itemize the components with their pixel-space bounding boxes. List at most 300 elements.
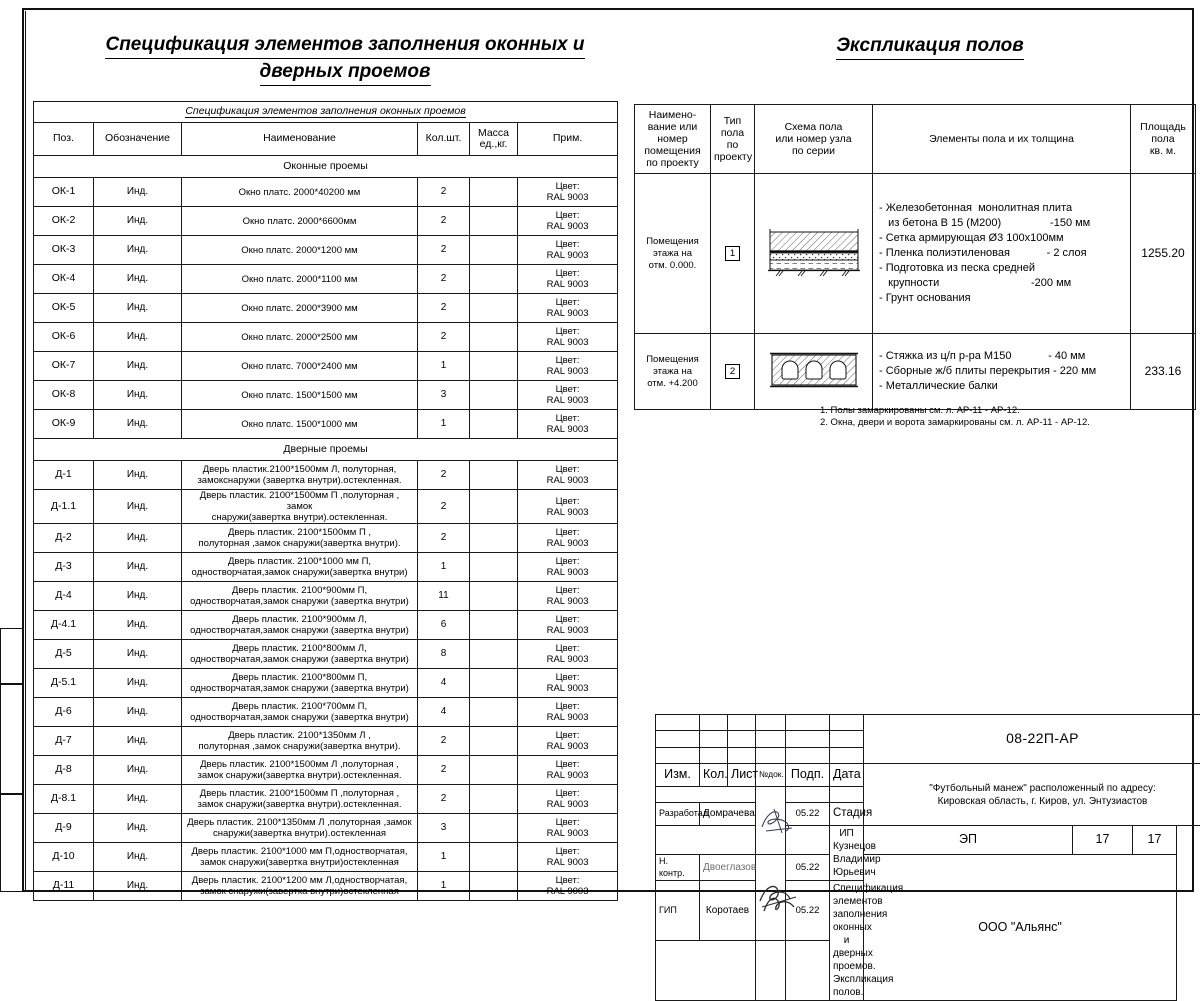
spec-note <box>518 490 618 524</box>
spec-name-line2: одностворчатая,замок снаружи (завертка внутри) <box>190 683 409 694</box>
spec-position: ОК-5 <box>34 294 94 323</box>
spec-note-line2: RAL 9003 <box>547 538 589 549</box>
spec-name-line2: снаружи(завертка внутри).остекленная. <box>212 512 388 523</box>
spec-quantity: 2 <box>418 294 470 323</box>
floor-room-line3: отм. 0.000. <box>649 260 697 271</box>
spec-name-line2: снаружи(завертка внутри).остекленная <box>213 828 386 839</box>
table-row <box>34 323 618 352</box>
col-header-mass-line2: ед.,кг. <box>480 138 508 150</box>
spec-name-line1: Дверь пластик. 2100*1350мм Л , <box>228 730 371 741</box>
spec-note-line2: RAL 9003 <box>547 366 589 377</box>
floor-row <box>635 174 1196 334</box>
spec-quantity: 3 <box>418 814 470 843</box>
spec-position: Д-10 <box>34 843 94 872</box>
spec-name-line1: Дверь пластик. 2100*900мм Л, <box>232 614 367 625</box>
stamp-blank-cell <box>830 747 864 763</box>
floor-col-header-room-l2: вание или <box>648 121 698 133</box>
floor-room-line2: этажа на <box>653 248 692 259</box>
stamp-header-list: Лист <box>728 764 756 787</box>
floor-col-header-room-l5: по проекту <box>646 157 699 169</box>
stamp-header-data: Дата <box>830 764 864 787</box>
stamp-change-header-row <box>656 764 1200 787</box>
spec-name-line2: замок снаружи(завертка внутри)остекленная <box>200 857 399 868</box>
table-row <box>34 611 618 640</box>
sheet-title-line2: оконных и дверных проемов. <box>833 922 876 972</box>
slab-on-grade-diagram <box>760 226 868 278</box>
floor-explication-title-text: Экспликация полов <box>836 33 1024 60</box>
spec-name-line1: Дверь пластик. 2100*900мм П, <box>232 585 367 596</box>
table-row <box>34 236 618 265</box>
spec-mass <box>470 410 518 439</box>
floor-element-line: - Подготовка из песка средней <box>879 261 1127 276</box>
spec-position: Д-8.1 <box>34 785 94 814</box>
spec-note <box>518 381 618 410</box>
floor-area-value: 233.16 <box>1131 334 1196 410</box>
spec-name-line2: замок снаружи(завертка внутри).остекленная. <box>198 799 402 810</box>
spec-quantity: 2 <box>418 785 470 814</box>
spec-name <box>182 669 418 698</box>
floor-element-line: - Сборные ж/б плиты перекрытия - 220 мм <box>879 364 1127 379</box>
stamp-header-podp: Подп. <box>786 764 830 787</box>
spec-group-windows <box>34 156 618 178</box>
role-label-developer: Разработал <box>656 803 700 826</box>
spec-name-line1: Дверь пластик. 2100*700мм П, <box>232 701 367 712</box>
spec-title-line-1: Спецификация элементов заполнения оконных и <box>105 32 584 59</box>
spec-name-line1: Дверь пластик. 2100*1500мм П ,полуторная , замок <box>200 490 399 512</box>
floor-room-name <box>635 334 711 410</box>
spec-mass <box>470 265 518 294</box>
floor-col-header-type <box>711 105 755 174</box>
spec-designation: Инд. <box>94 553 182 582</box>
spec-note-line1: Цвет: <box>556 268 580 279</box>
spec-mass <box>470 178 518 207</box>
signature-glyph <box>756 801 800 841</box>
spec-designation: Инд. <box>94 490 182 524</box>
spec-note-line2: RAL 9003 <box>547 857 589 868</box>
stamp-blank-cell <box>786 747 830 763</box>
spec-note <box>518 640 618 669</box>
spec-note <box>518 611 618 640</box>
spec-note-line2: RAL 9003 <box>547 507 589 518</box>
spec-name-line1: Дверь пластик. 2100*1500мм П , <box>228 527 371 538</box>
spec-note <box>518 323 618 352</box>
floor-room-line2: этажа на <box>653 366 692 377</box>
spec-note-line1: Цвет: <box>556 846 580 857</box>
spec-quantity: 11 <box>418 582 470 611</box>
spec-mass <box>470 843 518 872</box>
table-row <box>34 207 618 236</box>
spec-quantity: 1 <box>418 352 470 381</box>
spec-group-windows-label: Оконные проемы <box>34 156 618 178</box>
stamp-blank-cell <box>656 715 700 731</box>
spec-note-line2: RAL 9003 <box>547 683 589 694</box>
table-row <box>34 640 618 669</box>
spec-note <box>518 843 618 872</box>
spec-quantity: 2 <box>418 265 470 294</box>
spec-name-line1: Дверь пластик. 2100*1000 мм П, <box>228 556 371 567</box>
floor-type-box: 2 <box>725 364 740 379</box>
spec-note-line1: Цвет: <box>556 527 580 538</box>
spec-header-row <box>34 123 618 156</box>
spec-note-line2: RAL 9003 <box>547 567 589 578</box>
spec-note <box>518 669 618 698</box>
spec-note-line2: RAL 9003 <box>547 799 589 810</box>
spec-note-line1: Цвет: <box>556 817 580 828</box>
spec-mass <box>470 236 518 265</box>
spec-note-line1: Цвет: <box>556 355 580 366</box>
spec-position: ОК-9 <box>34 410 94 439</box>
floor-note-line: 2. Окна, двери и ворота замаркированы см. л. АР-11 - АР-12. <box>820 417 1090 429</box>
floor-col-header-scheme-l3: по серии <box>792 145 835 157</box>
spec-name <box>182 727 418 756</box>
signature-glyph <box>756 881 800 915</box>
floor-col-header-area-l3: кв. м. <box>1150 145 1176 157</box>
spec-note-line2: RAL 9003 <box>547 279 589 290</box>
stamp-blank-cell <box>700 715 728 731</box>
spec-note-line2: RAL 9003 <box>547 596 589 607</box>
stamp-blank-cell <box>728 715 756 731</box>
spec-designation: Инд. <box>94 814 182 843</box>
floor-col-header-type-l3: по <box>727 139 739 151</box>
spec-note-line1: Цвет: <box>556 759 580 770</box>
spec-name <box>182 756 418 785</box>
spec-name: Окно платс. 2000*1100 мм <box>182 265 418 294</box>
table-row <box>34 490 618 524</box>
spec-note-line1: Цвет: <box>556 464 580 475</box>
stamp-header-izm: Изм. <box>656 764 700 787</box>
spec-note-line2: RAL 9003 <box>547 475 589 486</box>
spec-note-line1: Цвет: <box>556 875 580 886</box>
spec-position: Д-6 <box>34 698 94 727</box>
signature-developer <box>756 787 786 855</box>
role-person-gip: Коротаев <box>700 881 756 941</box>
floor-room-line1: Помещения <box>646 236 699 247</box>
spec-position: ОК-8 <box>34 381 94 410</box>
spec-designation: Инд. <box>94 611 182 640</box>
table-row <box>34 294 618 323</box>
spec-group-doors <box>34 439 618 461</box>
floor-element-line: - Грунт основания <box>879 291 1127 306</box>
spec-quantity: 8 <box>418 640 470 669</box>
spec-subtitle-text: Спецификация элементов заполнения оконных проемов <box>185 105 465 118</box>
spec-mass <box>470 814 518 843</box>
spec-quantity: 2 <box>418 323 470 352</box>
spec-note-line1: Цвет: <box>556 614 580 625</box>
spec-note <box>518 698 618 727</box>
col-header-mass-line1: Масса <box>478 127 509 139</box>
spec-designation: Инд. <box>94 727 182 756</box>
spec-name-line2: одностворчатая,замок снаружи (завертка внутри) <box>190 654 409 665</box>
spec-position: Д-5 <box>34 640 94 669</box>
spec-name-line2: одностворчатая,замок снаружи (завертка внутри) <box>190 712 409 723</box>
spec-note-line1: Цвет: <box>556 181 580 192</box>
floor-col-header-scheme-l1: Схема пола <box>785 121 843 133</box>
spec-note-line2: RAL 9003 <box>547 828 589 839</box>
spec-quantity: 1 <box>418 553 470 582</box>
spec-subtitle <box>34 102 618 123</box>
spec-note-line2: RAL 9003 <box>547 308 589 319</box>
spec-position: ОК-1 <box>34 178 94 207</box>
spec-mass <box>470 582 518 611</box>
stamp-blank-cell <box>700 747 728 763</box>
stamp-blank-cell <box>656 941 756 1001</box>
table-row <box>34 843 618 872</box>
table-row <box>34 582 618 611</box>
spec-note-line1: Цвет: <box>556 788 580 799</box>
spec-quantity: 2 <box>418 461 470 490</box>
spec-name <box>182 490 418 524</box>
spec-mass <box>470 352 518 381</box>
spec-note-line1: Цвет: <box>556 326 580 337</box>
floor-element-line: - Сетка армирующая Ø3 100х100мм <box>879 231 1127 246</box>
floor-type-number <box>711 174 755 334</box>
floor-element-line: крупности -200 мм <box>879 276 1127 291</box>
floor-col-header-area-l2: пола <box>1151 133 1174 145</box>
stamp-blank-cell <box>786 731 830 747</box>
spec-name <box>182 698 418 727</box>
spec-position: ОК-3 <box>34 236 94 265</box>
spec-designation: Инд. <box>94 582 182 611</box>
company-name: ООО "Альянс" <box>864 855 1177 1001</box>
spec-mass <box>470 461 518 490</box>
spec-note-line2: RAL 9003 <box>547 712 589 723</box>
spec-name <box>182 843 418 872</box>
floor-col-header-room-l1: Наимено- <box>649 109 696 121</box>
spec-designation: Инд. <box>94 323 182 352</box>
hollow-core-slab-diagram <box>760 347 868 393</box>
spec-name: Окно платс. 2000*1200 мм <box>182 236 418 265</box>
role-date-gip: 05.22 <box>786 881 830 941</box>
floor-col-header-room-l3: номер <box>657 133 688 145</box>
spec-name-line2: замок снаружи(завертка внутри)остекленная <box>200 886 399 897</box>
spec-name-line1: Дверь пластик. 2100*800мм Л, <box>232 643 367 654</box>
spec-name <box>182 461 418 490</box>
floor-type-number <box>711 334 755 410</box>
spec-position: ОК-6 <box>34 323 94 352</box>
spec-note <box>518 294 618 323</box>
floor-element-line: - Железобетонная монолитная плита <box>879 201 1127 216</box>
spec-note <box>518 461 618 490</box>
spec-note-line1: Цвет: <box>556 384 580 395</box>
spec-quantity: 2 <box>418 178 470 207</box>
spec-designation: Инд. <box>94 843 182 872</box>
col-header-mass <box>470 123 518 156</box>
table-row <box>34 756 618 785</box>
project-code: 08-22П-АР <box>864 715 1200 764</box>
floor-note-line: 1. Полы замаркированы см. л. АР-11 - АР-12. <box>820 405 1090 417</box>
spec-name: Окно платс. 2000*3900 мм <box>182 294 418 323</box>
spec-note <box>518 553 618 582</box>
role-person-controller: Двоеглазов <box>700 855 756 881</box>
table-row <box>34 381 618 410</box>
col-header-note: Прим. <box>518 123 618 156</box>
spec-position: Д-2 <box>34 524 94 553</box>
signature-gip <box>756 855 786 941</box>
spec-note-line1: Цвет: <box>556 239 580 250</box>
spec-position: Д-7 <box>34 727 94 756</box>
floor-col-header-type-l2: пола <box>721 127 744 139</box>
spec-designation: Инд. <box>94 524 182 553</box>
table-row <box>34 698 618 727</box>
spec-name-line1: Дверь пластик. 2100*1500мм Л ,полуторная , <box>200 759 399 770</box>
spec-name <box>182 524 418 553</box>
spec-designation: Инд. <box>94 756 182 785</box>
spec-note-line2: RAL 9003 <box>547 395 589 406</box>
spec-note <box>518 265 618 294</box>
object-description-line1: "Футбольный манеж" расположенный по адресу: <box>929 783 1156 794</box>
designer-name: ИП Кузнецов Владимир Юрьевич <box>830 826 864 881</box>
spec-mass <box>470 490 518 524</box>
spec-name-line1: Дверь пластик. 2100*1350мм Л ,полуторная ,замок <box>187 817 411 828</box>
spec-designation: Инд. <box>94 381 182 410</box>
floor-area-value: 1255.20 <box>1131 174 1196 334</box>
col-header-qty: Кол.шт. <box>418 123 470 156</box>
spec-position: ОК-7 <box>34 352 94 381</box>
floor-col-header-type-l1: Тип <box>724 115 742 127</box>
spec-mass <box>470 611 518 640</box>
spec-designation: Инд. <box>94 872 182 901</box>
spec-quantity: 2 <box>418 236 470 265</box>
spec-designation: Инд. <box>94 461 182 490</box>
spec-quantity: 2 <box>418 756 470 785</box>
spec-subtitle-row <box>34 102 618 123</box>
spec-position: Д-3 <box>34 553 94 582</box>
stamp-blank-cell <box>756 747 786 763</box>
spec-designation: Инд. <box>94 640 182 669</box>
spec-position: Д-9 <box>34 814 94 843</box>
spec-name <box>182 582 418 611</box>
table-row <box>34 352 618 381</box>
floor-room-line3: отм. +4.200 <box>647 378 698 389</box>
spec-name: Окно платс. 7000*2400 мм <box>182 352 418 381</box>
spec-note-line2: RAL 9003 <box>547 250 589 261</box>
spec-position: Д-5.1 <box>34 669 94 698</box>
spec-mass <box>470 381 518 410</box>
spec-name <box>182 785 418 814</box>
floor-col-header-type-l4: проекту <box>714 151 752 163</box>
spec-note <box>518 236 618 265</box>
spec-name-line2: замок снаружи(завертка внутри).остекленная. <box>198 770 402 781</box>
stamp-header-stage: Стадия <box>830 803 864 826</box>
floor-element-line: - Металлические балки <box>879 379 1127 394</box>
floor-explication-table <box>634 104 1196 410</box>
stamp-blank-cell <box>756 731 786 747</box>
spec-mass <box>470 294 518 323</box>
sheet-title-line1: Спецификация элементов заполнения <box>833 883 903 920</box>
role-label-gip: ГИП <box>656 881 700 941</box>
spec-name <box>182 553 418 582</box>
spec-quantity: 6 <box>418 611 470 640</box>
sheets-value: 17 <box>1133 826 1177 855</box>
col-header-pos: Поз. <box>34 123 94 156</box>
spec-position: Д-8 <box>34 756 94 785</box>
spec-name <box>182 640 418 669</box>
floor-element-line: - Пленка полиэтиленовая - 2 слоя <box>879 246 1127 261</box>
spec-designation: Инд. <box>94 294 182 323</box>
table-row <box>34 178 618 207</box>
stamp-header-kol: Кол. <box>700 764 728 787</box>
sheet-margin-stub <box>0 684 24 794</box>
floor-room-line1: Помещения <box>646 354 699 365</box>
spec-designation: Инд. <box>94 352 182 381</box>
spec-mass <box>470 756 518 785</box>
spec-note <box>518 814 618 843</box>
spec-mass <box>470 727 518 756</box>
title-block <box>655 714 1200 1001</box>
spec-designation: Инд. <box>94 698 182 727</box>
spec-note-line1: Цвет: <box>556 210 580 221</box>
stamp-row-blank <box>656 826 1200 855</box>
spec-note <box>518 582 618 611</box>
spec-group-doors-label: Дверные проемы <box>34 439 618 461</box>
stamp-header-ndok: №док. <box>756 764 786 787</box>
spec-note-line2: RAL 9003 <box>547 221 589 232</box>
stamp-blank-cell <box>756 715 786 731</box>
spec-note-line1: Цвет: <box>556 297 580 308</box>
table-row <box>34 814 618 843</box>
sheet-margin-stub <box>0 628 24 684</box>
spec-name-line1: Дверь пластик.2100*1500мм Л, полуторная, <box>203 464 397 475</box>
spec-name-line1: Дверь пластик. 2100*1500мм П ,полуторная , <box>200 788 399 799</box>
stamp-row-blank <box>656 715 1200 731</box>
spec-position: Д-4.1 <box>34 611 94 640</box>
stamp-blank-cell <box>728 747 756 763</box>
spec-note-line1: Цвет: <box>556 643 580 654</box>
spec-note-line1: Цвет: <box>556 701 580 712</box>
spec-quantity: 2 <box>418 207 470 236</box>
table-row <box>34 872 618 901</box>
col-header-name: Наименование <box>182 123 418 156</box>
spec-note-line1: Цвет: <box>556 556 580 567</box>
floor-col-header-area <box>1131 105 1196 174</box>
spec-designation: Инд. <box>94 236 182 265</box>
table-row <box>34 553 618 582</box>
spec-position: ОК-2 <box>34 207 94 236</box>
stamp-blank-cell <box>656 787 756 803</box>
spec-designation: Инд. <box>94 178 182 207</box>
spec-position: ОК-4 <box>34 265 94 294</box>
spec-name-line2: полуторная ,замок снаружи(завертка внутри). <box>198 538 400 549</box>
floor-row <box>635 334 1196 410</box>
spec-designation: Инд. <box>94 669 182 698</box>
table-row <box>34 265 618 294</box>
spec-quantity: 1 <box>418 410 470 439</box>
spec-name-line2: одностворчатая,замок снаружи(завертка внутри) <box>192 567 408 578</box>
floor-col-header-scheme-l2: или номер узла <box>775 133 851 145</box>
spec-name <box>182 814 418 843</box>
object-description <box>864 764 1200 826</box>
spec-quantity: 4 <box>418 698 470 727</box>
spec-designation: Инд. <box>94 785 182 814</box>
spec-quantity: 4 <box>418 669 470 698</box>
floor-elements-cell <box>873 334 1131 410</box>
spec-note <box>518 352 618 381</box>
floor-col-header-room-l4: помещения <box>644 145 700 157</box>
spec-title-line-2: дверных проемов <box>260 59 431 86</box>
spec-position: Д-11 <box>34 872 94 901</box>
spec-position: Д-4 <box>34 582 94 611</box>
spec-name: Окно платс. 1500*1000 мм <box>182 410 418 439</box>
spec-mass <box>470 698 518 727</box>
spec-note-line2: RAL 9003 <box>547 741 589 752</box>
spec-note-line2: RAL 9003 <box>547 337 589 348</box>
spec-title <box>60 32 630 86</box>
spec-name-line1: Дверь пластик. 2100*800мм П, <box>232 672 367 683</box>
spec-note-line1: Цвет: <box>556 413 580 424</box>
spec-note <box>518 410 618 439</box>
spec-quantity: 3 <box>418 381 470 410</box>
spec-note <box>518 207 618 236</box>
